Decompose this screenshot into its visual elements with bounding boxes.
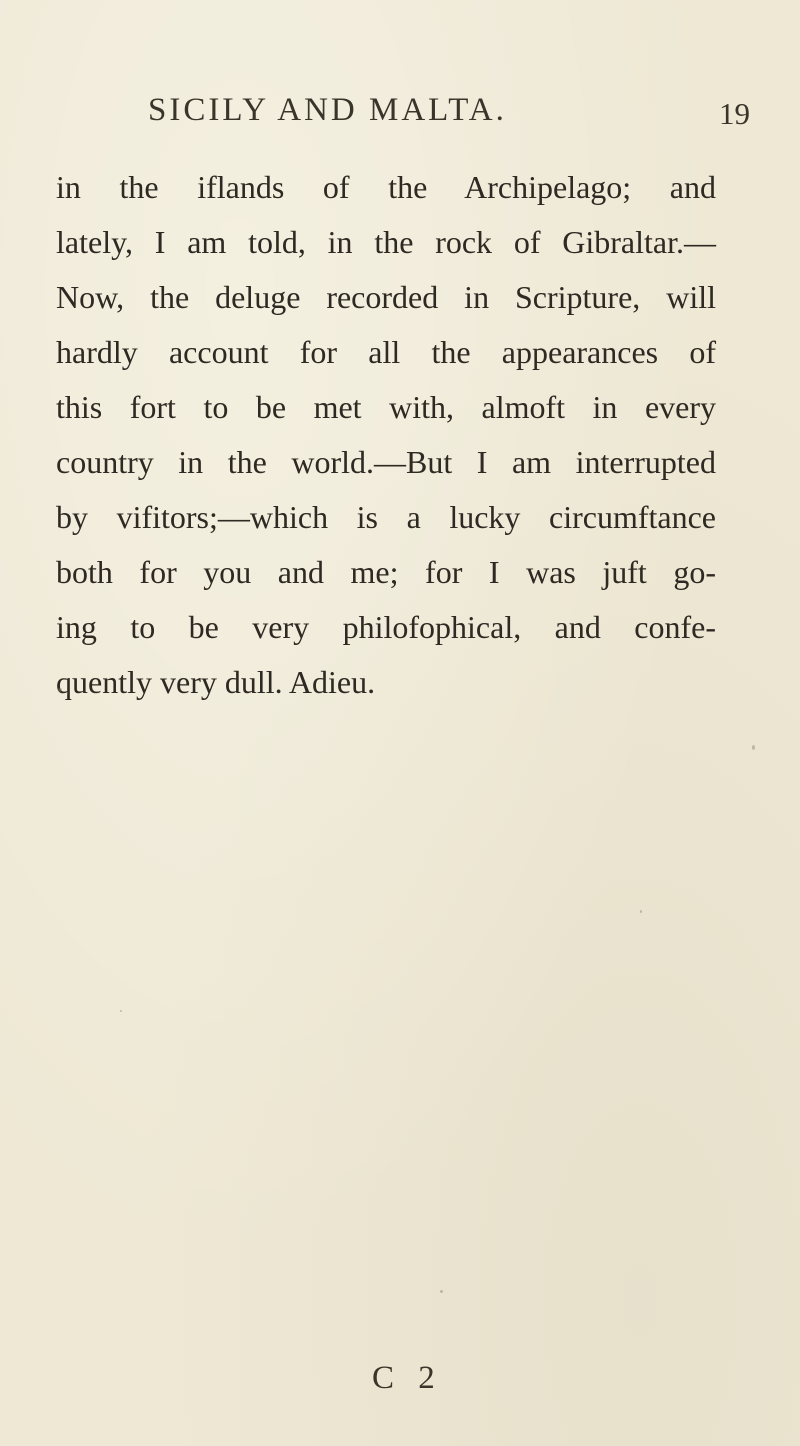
text-line: hardly account for all the appearances of	[56, 334, 716, 370]
text-line: by vifitors;—which is a lucky circumftance	[56, 499, 716, 535]
running-head: SICILY AND MALTA.	[148, 92, 507, 128]
signature-mark: C 2	[372, 1360, 443, 1396]
paper-speck	[120, 1010, 122, 1012]
text-line: ing to be very philofophical, and confe-	[56, 609, 716, 645]
text-line: both for you and me; for I was juft go-	[56, 554, 716, 590]
paper-speck	[58, 688, 62, 692]
body-text	[56, 160, 716, 710]
paper-speck	[640, 910, 642, 913]
text-line: in the iflands of the Archipelago; and	[56, 169, 716, 205]
text-line: this fort to be met with, almoft in every	[56, 389, 716, 425]
text-line: country in the world.—But I am interrupted	[56, 444, 716, 480]
text-line: quently very dull. Adieu.	[56, 664, 376, 700]
page-number: 19	[719, 96, 750, 131]
paper-speck	[440, 1290, 443, 1293]
text-line: Now, the deluge recorded in Scripture, will	[56, 279, 716, 315]
paper-speck	[752, 745, 755, 750]
text-line: lately, I am told, in the rock of Gibraltar.—	[56, 224, 716, 260]
